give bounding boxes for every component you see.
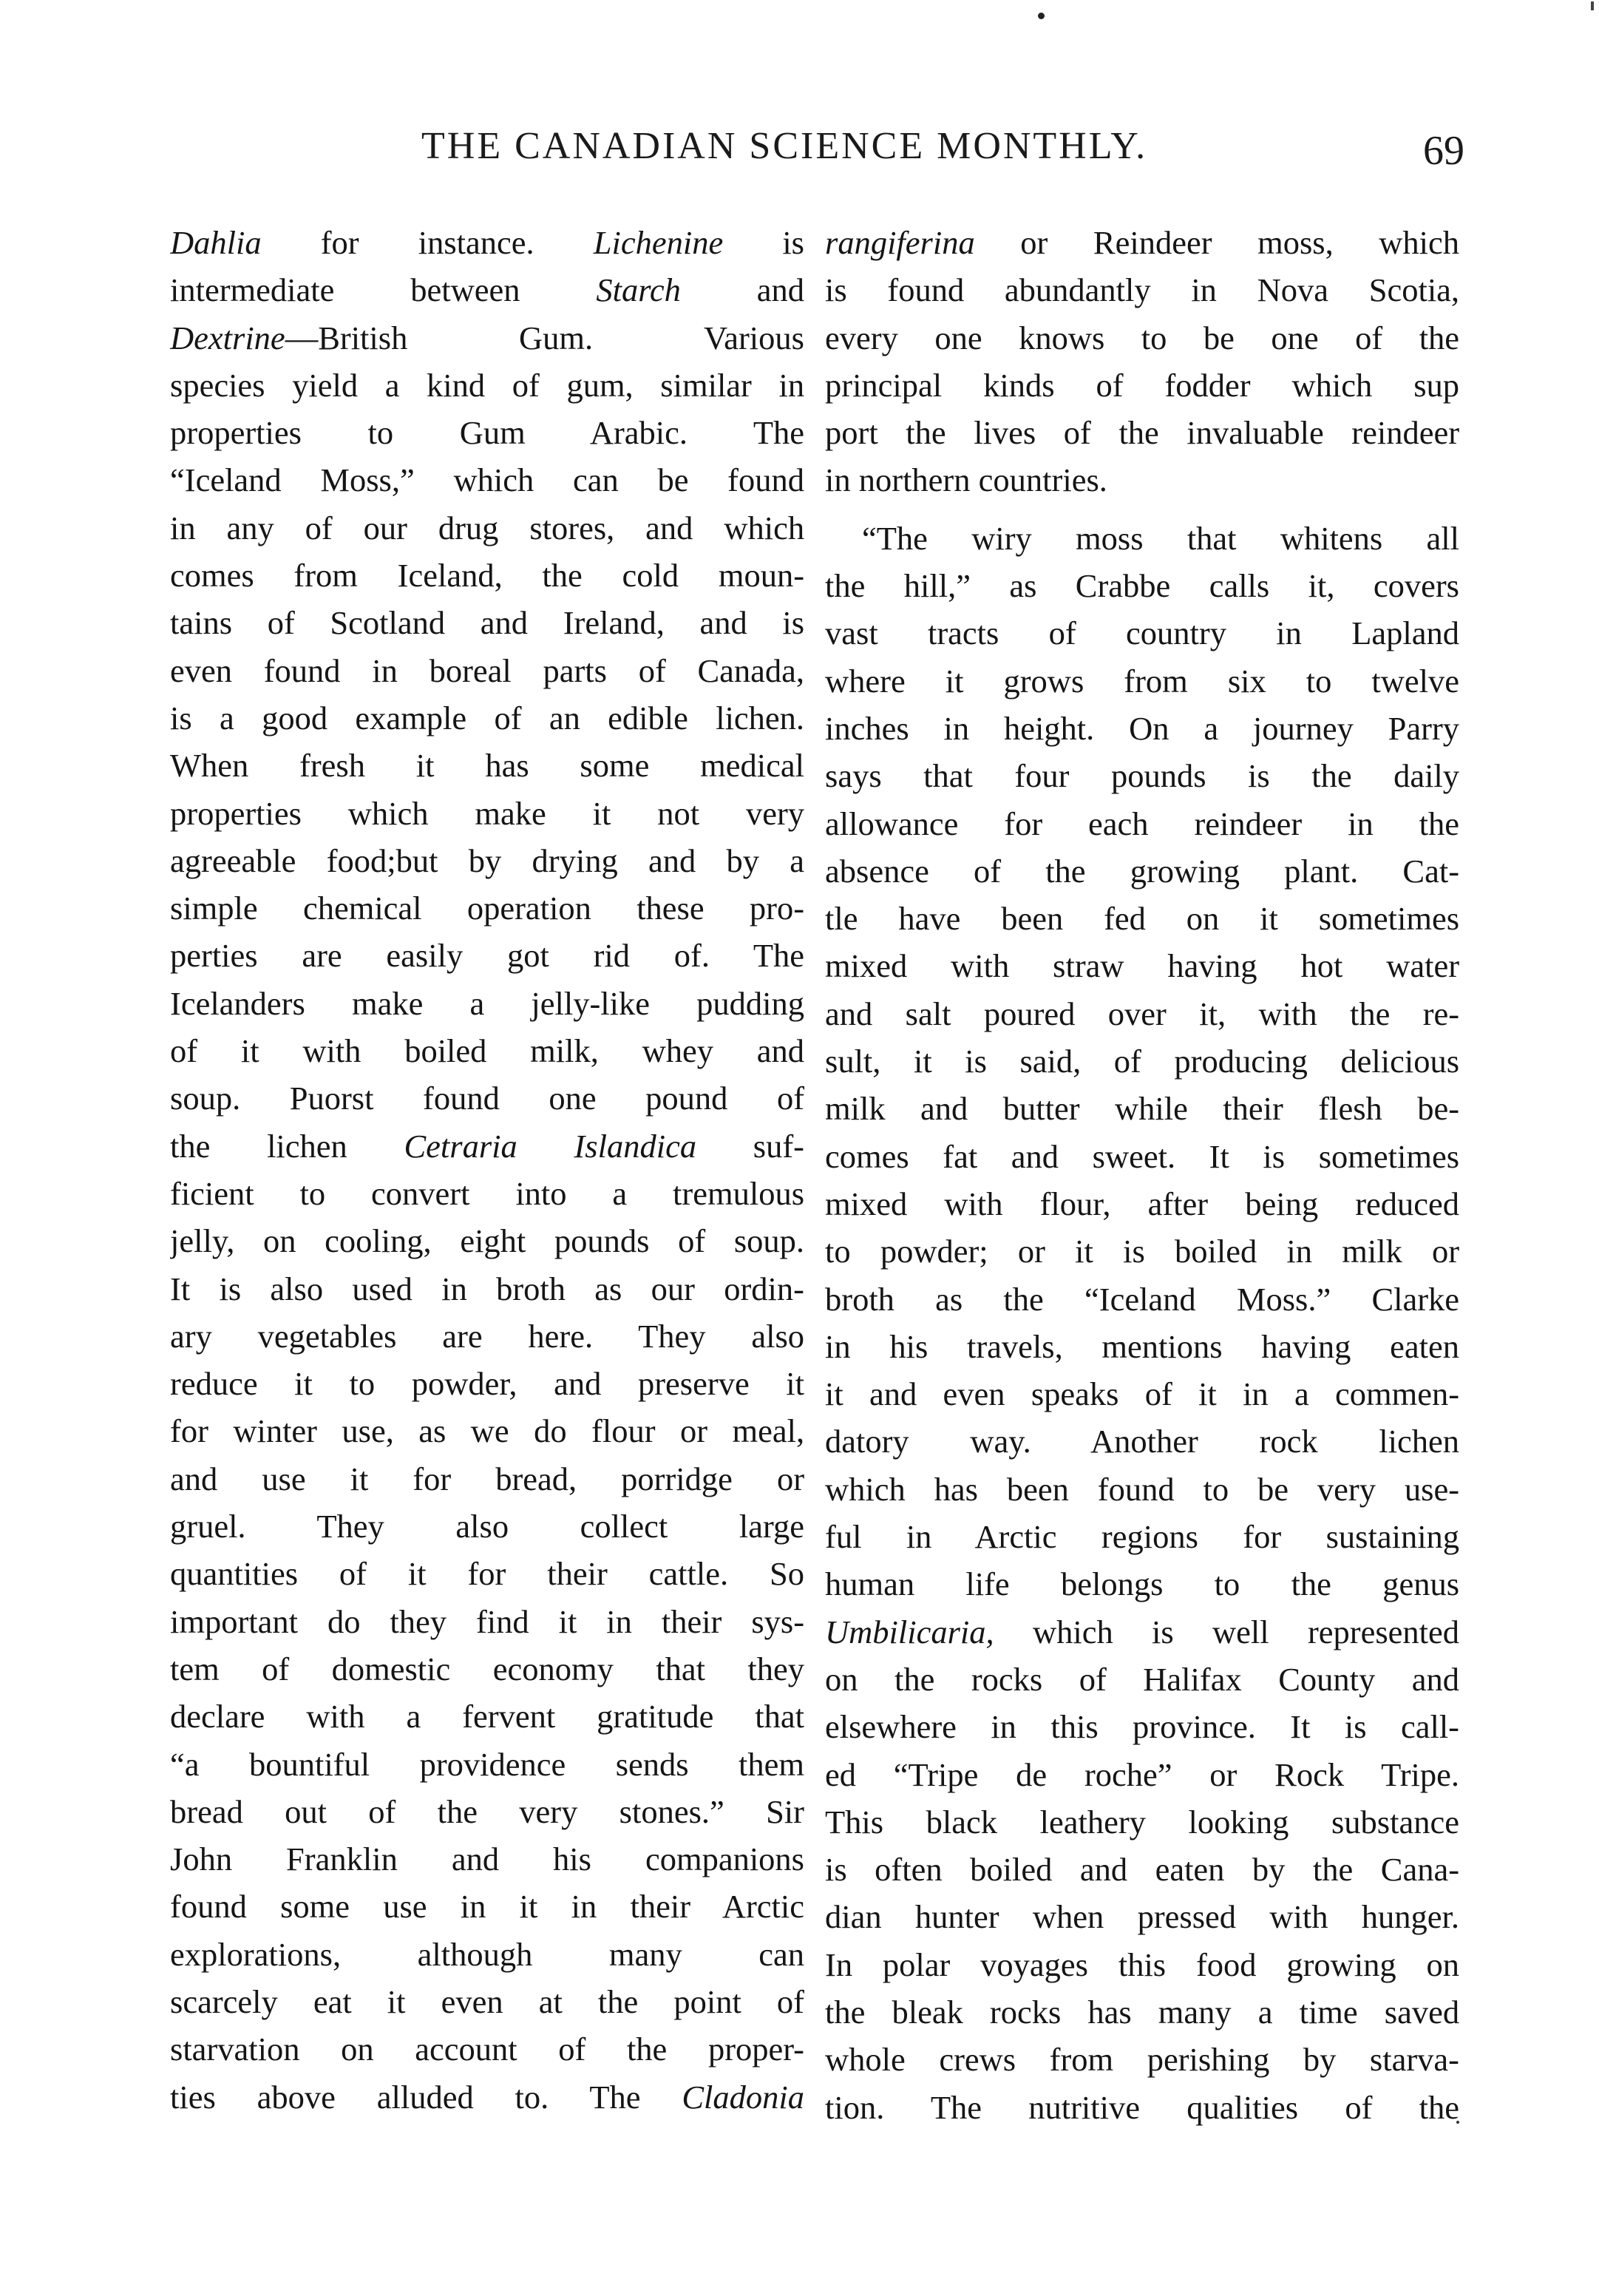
text-line: bread out of the very stones.” Sir bbox=[170, 1792, 804, 1830]
text-line: properties which make it not very bbox=[170, 794, 804, 832]
running-title: THE CANADIAN SCIENCE MONTHLY. bbox=[421, 125, 1148, 167]
text-line: for winter use, as we do flour or meal, bbox=[170, 1412, 804, 1450]
text-line: declare with a fervent gratitude that bbox=[170, 1698, 804, 1735]
text-line: in northern countries. bbox=[825, 461, 1107, 499]
text-line: gruel. They also collect large bbox=[170, 1508, 804, 1545]
text-line: perties are easily got rid of. The bbox=[170, 937, 804, 975]
text-line: It is also used in broth as our ordin- bbox=[170, 1270, 804, 1307]
text-line: says that four pounds is the daily bbox=[825, 757, 1459, 795]
text-line: reduce it to powder, and preserve it bbox=[170, 1365, 804, 1403]
text-line: principal kinds of fodder which sup bbox=[825, 366, 1459, 404]
text-line: ful in Arctic regions for sustaining bbox=[825, 1518, 1459, 1556]
text-line: even found in boreal parts of Canada, bbox=[170, 651, 804, 689]
text-line: scarcely eat it even at the point of bbox=[170, 1982, 804, 2020]
text-line: tle have been fed on it sometimes bbox=[825, 900, 1459, 938]
text-line: Icelanders make a jelly-like pudding bbox=[170, 984, 804, 1022]
paragraph-gap bbox=[825, 504, 1459, 515]
text-line: absence of the growing plant. Cat- bbox=[825, 852, 1459, 890]
text-line: is a good example of an edible lichen. bbox=[170, 699, 804, 736]
text-line: Dahlia for instance. Lichenine is bbox=[170, 224, 804, 261]
text-line: Dextrine—British Gum. Various bbox=[170, 319, 804, 356]
text-line: explorations, although many can bbox=[170, 1935, 804, 1973]
text-line: rangiferina or Reindeer moss, which bbox=[825, 224, 1459, 261]
text-line: ary vegetables are here. They also bbox=[170, 1317, 804, 1355]
text-line: John Franklin and his companions bbox=[170, 1840, 804, 1878]
text-line: where it grows from six to twelve bbox=[825, 662, 1459, 700]
text-line: on the rocks of Halifax County and bbox=[825, 1660, 1459, 1698]
text-line: tains of Scotland and Ireland, and is bbox=[170, 604, 804, 642]
text-line: in any of our drug stores, and which bbox=[170, 509, 804, 546]
text-line: is often boiled and eaten by the Cana- bbox=[825, 1851, 1459, 1889]
text-line: simple chemical operation these pro- bbox=[170, 890, 804, 927]
text-line: allowance for each reindeer in the bbox=[825, 805, 1459, 842]
text-line: it and even speaks of it in a commen- bbox=[825, 1375, 1459, 1413]
text-line: This black leathery looking substance bbox=[825, 1803, 1459, 1840]
left-column bbox=[170, 219, 804, 2121]
text-line: intermediate between Starch and bbox=[170, 271, 804, 309]
text-line: sult, it is said, of producing delicious bbox=[825, 1043, 1459, 1080]
text-line: every one knows to be one of the bbox=[825, 319, 1459, 356]
text-line: tion. The nutritive qualities of the bbox=[825, 2088, 1459, 2126]
text-line: important do they find it in their sys- bbox=[170, 1602, 804, 1640]
text-line: comes from Iceland, the cold moun- bbox=[170, 557, 804, 595]
text-line: port the lives of the invaluable reindeer bbox=[825, 414, 1459, 452]
text-line: jelly, on cooling, eight pounds of soup. bbox=[170, 1222, 804, 1260]
text-line: is found abundantly in Nova Scotia, bbox=[825, 271, 1459, 309]
text-line: “Iceland Moss,” which can be found bbox=[170, 461, 804, 499]
ink-speck bbox=[1591, 1, 1594, 10]
text-line: the lichen Cetraria Islandica suf- bbox=[170, 1127, 804, 1165]
text-line: soup. Puorst found one pound of bbox=[170, 1080, 804, 1117]
ink-speck bbox=[1038, 13, 1045, 19]
text-line: to powder; or it is boiled in milk or bbox=[825, 1233, 1459, 1270]
text-line: “a bountiful providence sends them bbox=[170, 1745, 804, 1783]
text-line: ficient to convert into a tremulous bbox=[170, 1174, 804, 1212]
text-line: milk and butter while their flesh be- bbox=[825, 1090, 1459, 1128]
text-line: and use it for bread, porridge or bbox=[170, 1460, 804, 1497]
text-line: of it with boiled milk, whey and bbox=[170, 1032, 804, 1070]
page-number: 69 bbox=[1423, 128, 1464, 174]
text-line: properties to Gum Arabic. The bbox=[170, 414, 804, 452]
text-line: broth as the “Iceland Moss.” Clarke bbox=[825, 1280, 1459, 1318]
right-column bbox=[825, 219, 1459, 2131]
text-line: inches in height. On a journey Parry bbox=[825, 709, 1459, 747]
text-line: found some use in it in their Arctic bbox=[170, 1888, 804, 1926]
text-line: agreeable food;but by drying and by a bbox=[170, 841, 804, 879]
text-line: Umbilicaria, which is well represented bbox=[825, 1613, 1459, 1650]
text-line: “The wiry moss that whitens all bbox=[862, 519, 1459, 557]
text-line: When fresh it has some medical bbox=[170, 747, 804, 785]
text-line: ties above alluded to. The Cladonia bbox=[170, 2078, 804, 2116]
text-line: datory way. Another rock lichen bbox=[825, 1423, 1459, 1460]
text-line: species yield a kind of gum, similar in bbox=[170, 366, 804, 404]
text-line: mixed with flour, after being reduced bbox=[825, 1185, 1459, 1222]
text-line: the hill,” as Crabbe calls it, covers bbox=[825, 567, 1459, 605]
text-line: elsewhere in this province. It is call- bbox=[825, 1708, 1459, 1746]
text-line: and salt poured over it, with the re- bbox=[825, 995, 1459, 1032]
text-line: comes fat and sweet. It is sometimes bbox=[825, 1137, 1459, 1175]
text-line: quantities of it for their cattle. So bbox=[170, 1555, 804, 1593]
text-line: In polar voyages this food growing on bbox=[825, 1945, 1459, 1983]
text-line: human life belongs to the genus bbox=[825, 1565, 1459, 1603]
text-line: mixed with straw having hot water bbox=[825, 947, 1459, 985]
text-line: starvation on account of the proper- bbox=[170, 2031, 804, 2068]
text-line: vast tracts of country in Lapland bbox=[825, 614, 1459, 652]
text-line: whole crews from perishing by starva- bbox=[825, 2041, 1459, 2079]
text-line: dian hunter when pressed with hunger. bbox=[825, 1898, 1459, 1936]
text-line: which has been found to be very use- bbox=[825, 1470, 1459, 1508]
text-line: tem of domestic economy that they bbox=[170, 1650, 804, 1687]
text-line: in his travels, mentions having eaten bbox=[825, 1327, 1459, 1365]
text-line: the bleak rocks has many a time saved bbox=[825, 1993, 1459, 2031]
text-line: ed “Tripe de roche” or Rock Tripe. bbox=[825, 1755, 1459, 1793]
